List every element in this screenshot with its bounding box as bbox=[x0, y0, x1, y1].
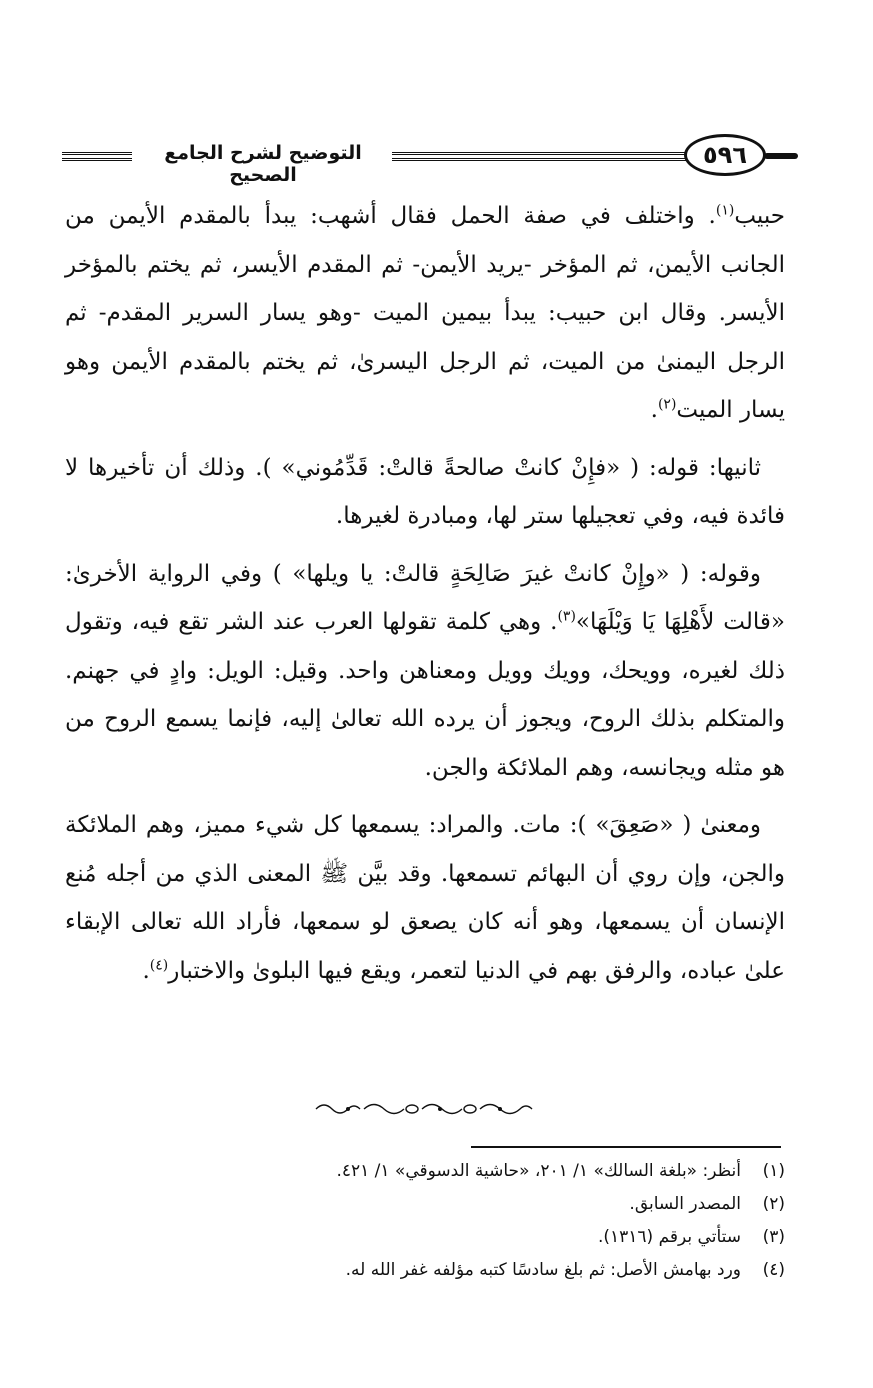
paragraph-text: . واختلف في صفة الحمل فقال أشهب: يبدأ بالمقدم الأيمن من الجانب الأيمن، ثم المؤخر -يريد الأيمن- ثم المقدم الأيسر، ثم يختم بالمؤخر الأيسر. وقال ابن حبيب: يبدأ بيمين الميت -وهو يسار السرير المقدم- ثم الرجل اليمنىٰ من الميت، ثم الرجل اليسرىٰ، ثم يختم بالمقدم الأيمن وهو يسار الميت bbox=[65, 203, 785, 423]
header-rule-right bbox=[392, 152, 692, 161]
paragraph-text: . bbox=[142, 957, 150, 984]
footnote-text: ستأتي برقم (١٣١٦). bbox=[597, 1227, 741, 1247]
paragraph-text: وقوله: ( «وإِنْ كانتْ غيرَ صَالِحَةٍ قالتْ: يا ويلها» ) وفي الرواية الأخرىٰ: «قالت لأَهْلِهَا يَا وَيْلَهَا» bbox=[65, 560, 785, 635]
footnote-number: (٣) bbox=[762, 1227, 785, 1247]
footnote-ref[interactable]: (١) bbox=[715, 202, 735, 219]
footnote-number: (١) bbox=[762, 1161, 785, 1181]
footnote-item bbox=[65, 1254, 785, 1287]
main-text bbox=[65, 192, 785, 1004]
page-number: ٥٩٦ bbox=[684, 134, 766, 176]
paragraph bbox=[65, 550, 785, 793]
page-header bbox=[62, 128, 797, 184]
running-title: التوضيح لشرح الجامع الصحيح bbox=[164, 142, 362, 186]
footnote-text: المصدر السابق. bbox=[629, 1194, 741, 1214]
footnote-number: (٢) bbox=[762, 1194, 785, 1214]
paragraph-text: . bbox=[650, 397, 658, 423]
paragraph-text: ومعنىٰ ( «صَعِقَ» ): مات. والمراد: يسمعها كل شيء مميز، وهم الملائكة والجن، وإن روي أن البهائم تسمعها. وقد بيَّن ﷺ المعنى الذي من أجله مُنع الإنسان أن يسمعها، وهو أنه كان يصعق لو سمعها، فأراد الله تعالى الإبقاء علىٰ عباده، والرفق بهم في الدنيا لتعمر، ويقع فيها البلوىٰ والاختبار bbox=[65, 812, 785, 984]
footnote-text: أنظر: «بلغة السالك» ١/ ٢٠١، «حاشية الدسوقي» ١/ ٤٢١. bbox=[336, 1161, 741, 1181]
paragraph bbox=[65, 444, 785, 541]
paragraph bbox=[65, 192, 785, 435]
footnote-item bbox=[65, 1155, 785, 1188]
footnote-ref[interactable]: (٤) bbox=[149, 956, 169, 973]
footnote-number: (٤) bbox=[762, 1260, 785, 1280]
footnote-text: ورد بهامش الأصل: ثم بلغ سادسًا كتبه مؤلفه غفر الله له. bbox=[345, 1260, 741, 1280]
section-divider-ornament bbox=[312, 1098, 540, 1120]
footnotes bbox=[65, 1155, 785, 1287]
footnote-separator bbox=[471, 1146, 781, 1148]
footnote-ref[interactable]: (٣) bbox=[557, 608, 576, 625]
paragraph-text: حبيب bbox=[734, 203, 785, 229]
footnote-item bbox=[65, 1188, 785, 1221]
paragraph-text: ثانيها: قوله: ( «فإِنْ كانتْ صالحةً قالتْ: قَدِّمُوني» ). وذلك أن تأخيرها لا فائدة فيه، وفي تعجيلها ستر لها، ومبادرة لغيرها. bbox=[65, 454, 785, 529]
footnote-ref[interactable]: (٢) bbox=[657, 396, 677, 413]
page-number-ornament bbox=[764, 153, 798, 159]
paragraph bbox=[65, 801, 785, 995]
paragraph-text: . وهي كلمة تقولها العرب عند الشر تقع فيه، وتقول ذلك لغيره، وويحك، وويك وويل ومعناهن واحد. وقيل: الويل: وادٍ في جهنم. والمتكلم بذلك الروح، ويجوز أن يرده الله تعالىٰ إليه، فإنما يسمع الروح من هو مثله ويجانسه، وهم الملائكة والجن. bbox=[65, 609, 785, 781]
footnote-item bbox=[65, 1221, 785, 1254]
header-rule-left bbox=[62, 152, 132, 161]
